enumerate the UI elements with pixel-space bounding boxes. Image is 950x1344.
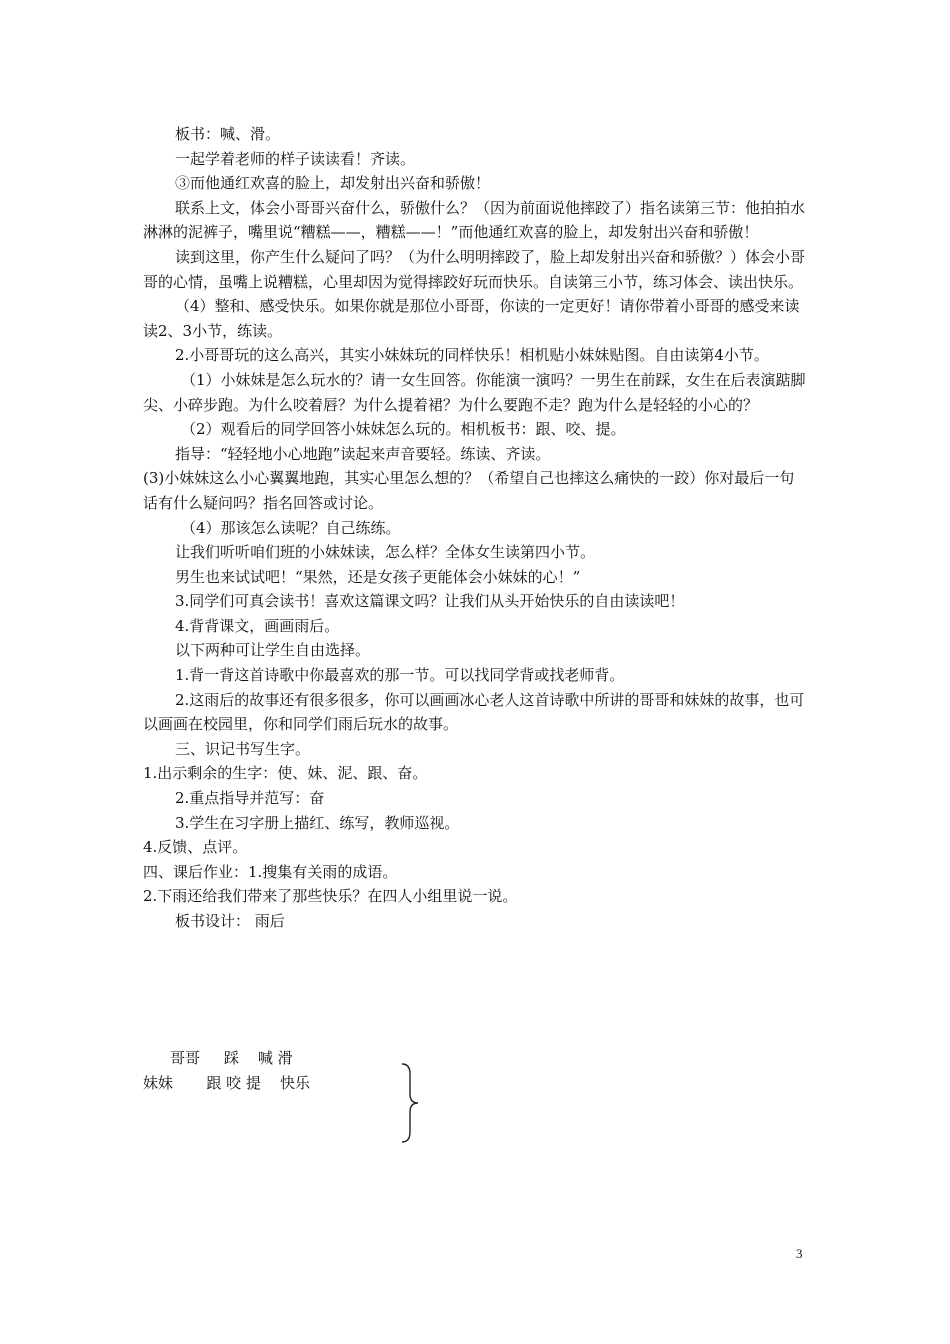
paragraph: （1）小妹妹是怎么玩水的？请一女生回答。你能演一演吗？一男生在前踩，女生在后表演踮脚尖、小碎步跑。为什么咬着唇？为什么提着裙？为什么要跑不走？跑为什么是轻轻的小心的？ [143,370,806,414]
paragraph: 3.学生在习字册上描红、练写，教师巡视。 [175,813,460,832]
paragraph: 2.重点指导并范写：奋 [175,789,325,808]
paragraph: 读到这里，你产生什么疑问了吗？（为什么明明摔跤了，脸上却发射出兴奋和骄傲？）体会小哥哥的心情，虽嘴上说糟糕，心里却因为觉得摔跤好玩而快乐。自读第三小节，练习体会、读出快乐。 [143,247,806,291]
page-number: 3 [796,1246,803,1261]
paragraph: 一起学着老师的样子读读看！齐读。 [175,149,416,168]
paragraph: 1.背一背这首诗歌中你最喜欢的那一节。可以找同学背或找老师背。 [175,666,625,685]
paragraph: 三、识记书写生字。 [175,739,311,758]
paragraph: （4）那该怎么读呢？自己练练。 [181,518,401,537]
board-row-brother: 哥哥 踩 喊 滑 [170,1049,293,1067]
curly-brace-icon [398,1062,422,1144]
paragraph: 2.小哥哥玩的这么高兴，其实小妹妹玩的同样快乐！相机贴小妹妹贴图。自由读第4小节。 [175,346,769,365]
paragraph: （4）整和、感受快乐。如果你就是那位小哥哥，你读的一定更好！请你带着小哥哥的感受来读读2、3小节，练读。 [143,297,800,340]
paragraph: 2.这雨后的故事还有很多很多，你可以画画冰心老人这首诗歌中所讲的哥哥和妹妹的故事，也可以画画在校园里，你和同学们雨后玩水的故事。 [143,690,805,734]
paragraph: 以下两种可让学生自由选择。 [175,641,371,660]
paragraph: 板书设计： 雨后 [175,912,285,930]
paragraph: 1.出示剩余的生字：使、妹、泥、跟、奋。 [143,764,428,783]
paragraph: 联系上文，体会小哥哥兴奋什么，骄傲什么？（因为前面说他摔跤了）指名读第三节：他拍拍水淋淋的泥裤子，嘴里说“糟糕——，糟糕——！”而他通红欢喜的脸上，却发射出兴奋和骄傲！ [143,198,806,242]
paragraph: 四、课后作业：1.搜集有关雨的成语。 [143,862,398,881]
paragraph: 让我们听听咱们班的小妹妹读，怎么样？全体女生读第四小节。 [175,543,596,562]
paragraph: 4.反馈、点评。 [143,838,248,857]
board-row-sister: 妹妹 跟 咬 提 快乐 [143,1074,310,1092]
document-body [143,122,807,934]
paragraph: 3.同学们可真会读书！喜欢这篇课文吗？让我们从头开始快乐的自由读读吧！ [175,592,685,611]
paragraph: ③而他通红欢喜的脸上，却发射出兴奋和骄傲！ [175,174,491,193]
paragraph: 2.下雨还给我们带来了那些快乐？在四人小组里说一说。 [143,887,518,906]
paragraph: 4.背背课文，画画雨后。 [175,616,340,635]
paragraph: 指导：“轻轻地小心地跑”读起来声音要轻。练读、齐读。 [175,444,551,463]
paragraph: 男生也来试试吧！“果然，还是女孩子更能体会小妹妹的心！” [175,567,581,586]
paragraph: (3)小妹妹这么小心翼翼地跑，其实心里怎么想的？（希望自己也摔这么痛快的一跤）你对最后一句话有什么疑问吗？指名回答或讨论。 [143,469,795,512]
paragraph: 板书：喊、滑。 [175,125,281,143]
paragraph: （2）观看后的同学回答小妹妹怎么玩的。相机板书：跟、咬、提。 [181,420,626,439]
